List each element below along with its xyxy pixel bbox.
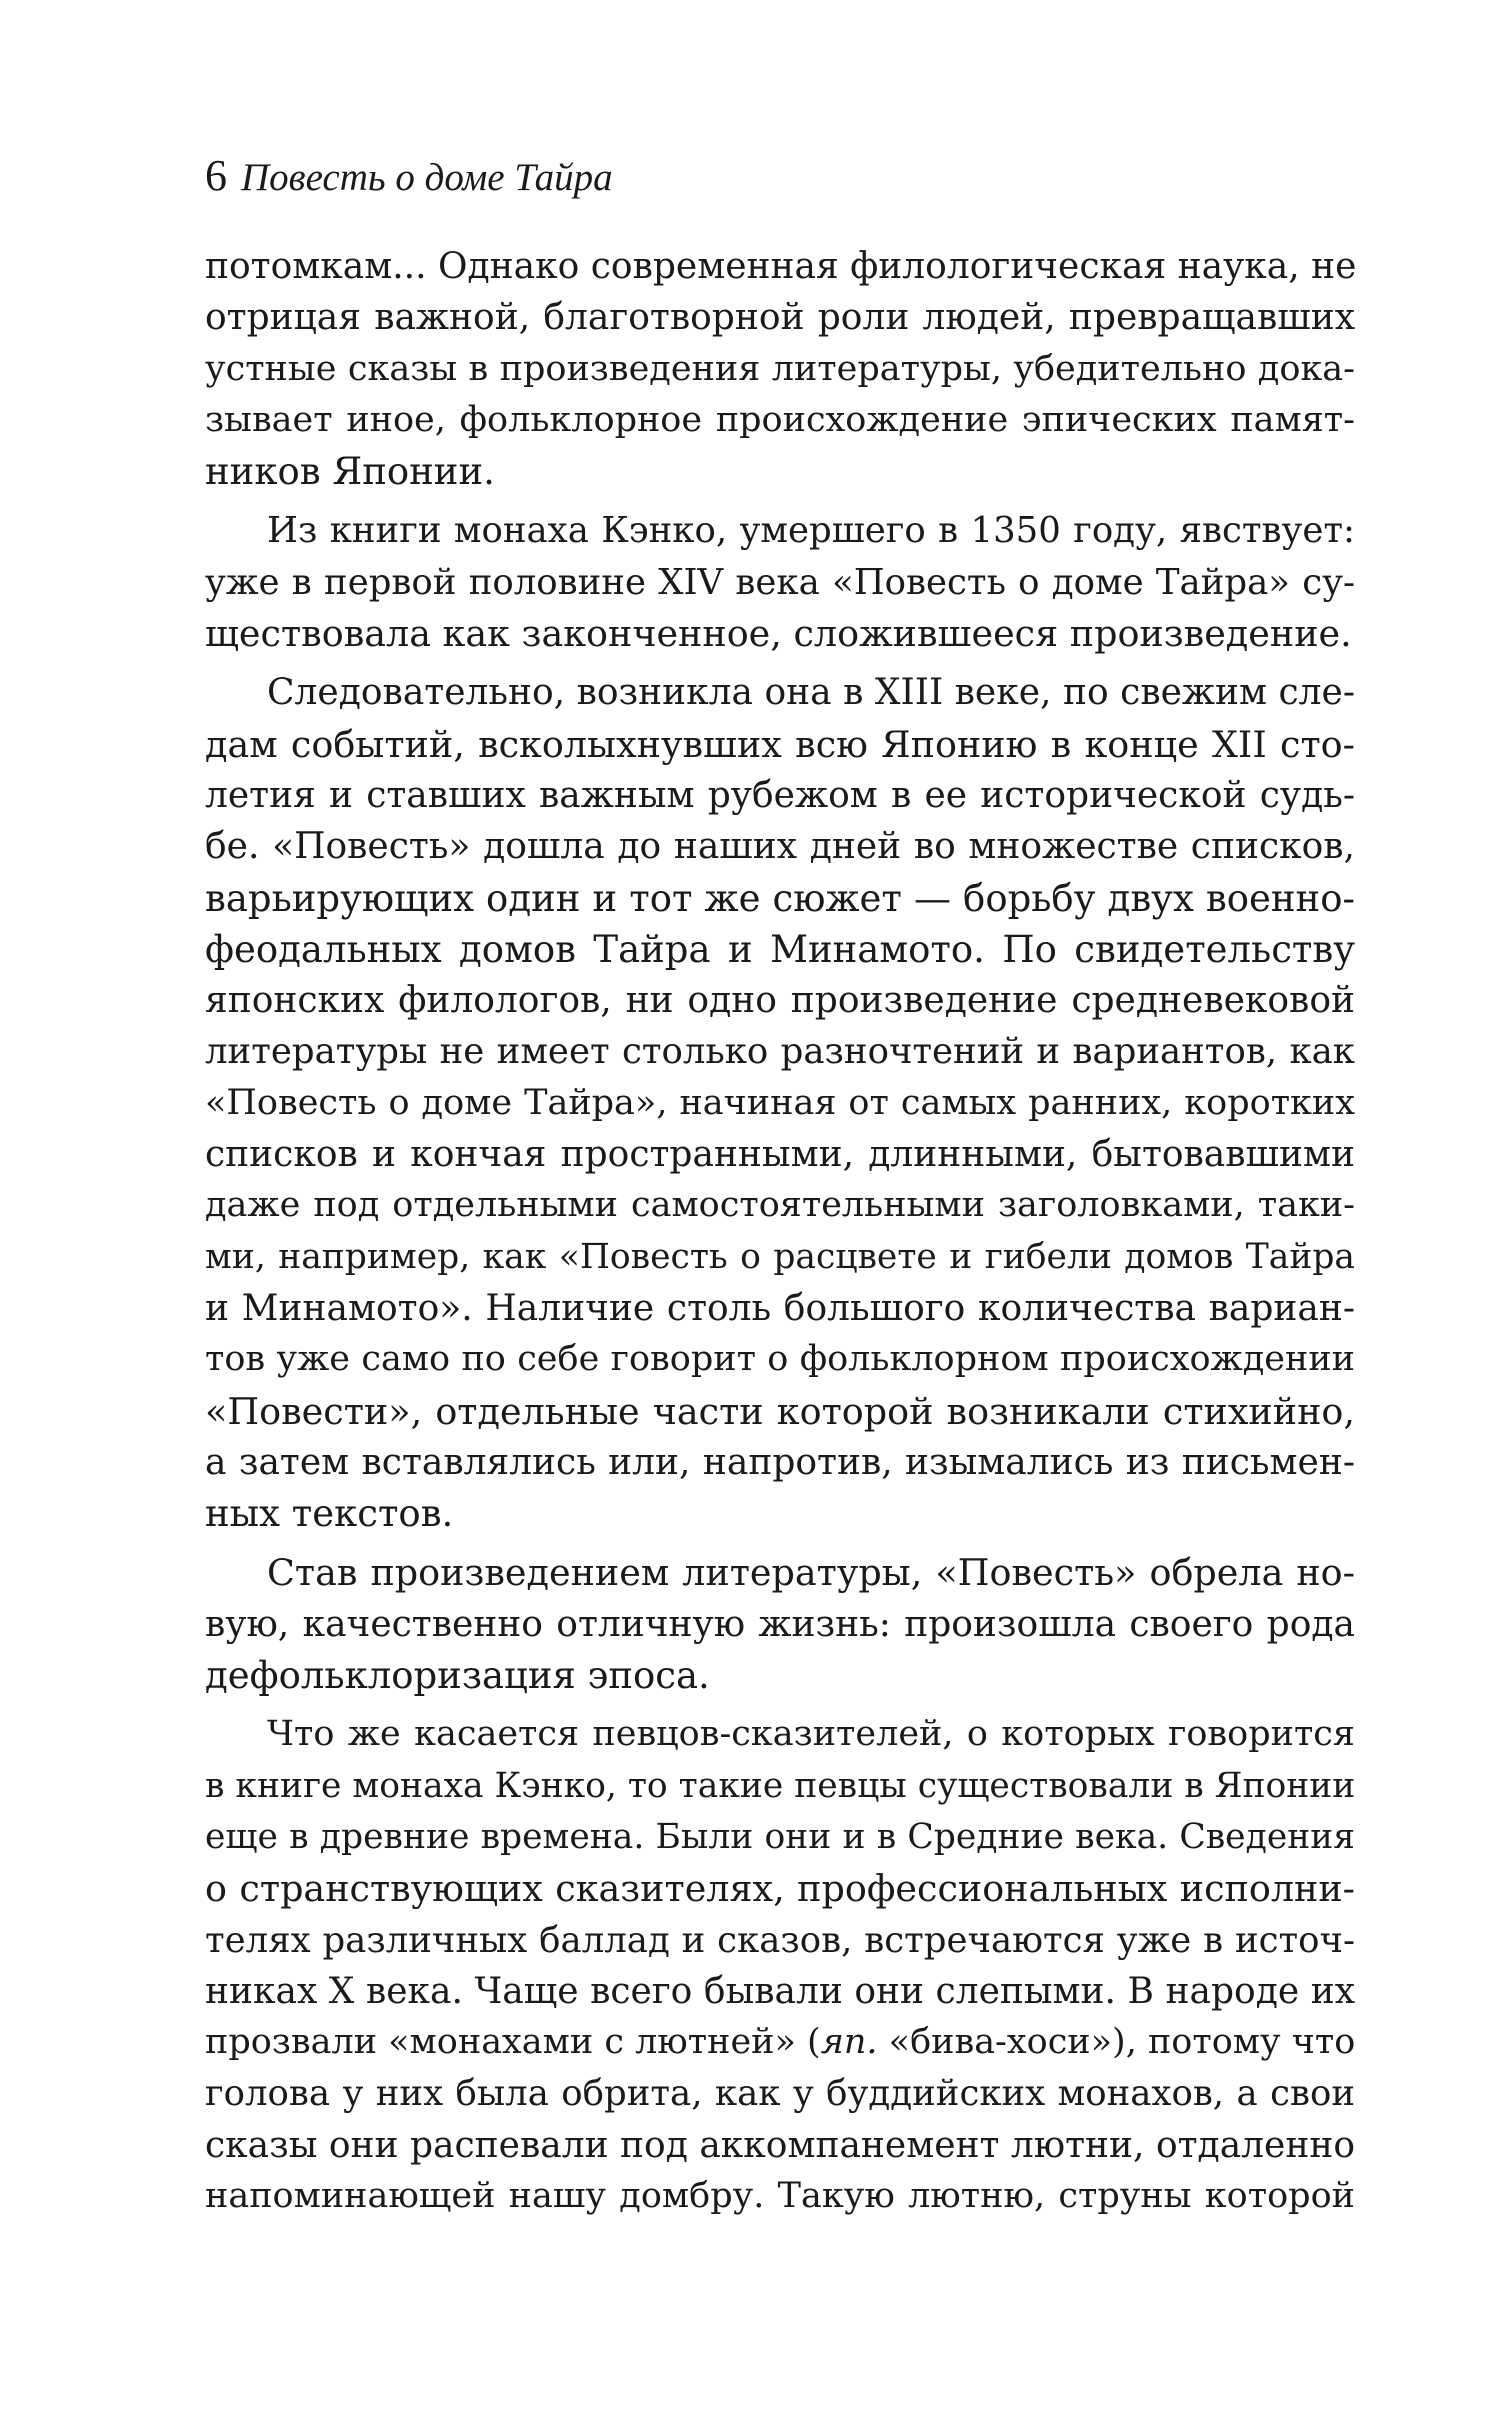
text-line: Следовательно, возникла она в XIII веке, по свежим сле- [267, 672, 1355, 714]
text-line: феодальных домов Тайра и Минамото. По свидетельству [205, 927, 1355, 971]
text-line: Что же касается певцов-сказителей, о которых говорится [267, 1714, 1355, 1755]
text-line: вую, качественно отличную жизнь: произошла своего рода [205, 1603, 1355, 1645]
text-line: устные сказы в произведения литературы, убедительно дока- [205, 348, 1355, 389]
text-fragment: «бива-хоси»), потому что [877, 2022, 1356, 2063]
page-number: 6 [205, 151, 227, 200]
paragraph [205, 241, 1355, 497]
italic-abbreviation: яп. [820, 2022, 878, 2063]
text-line: уже в первой половине XIV века «Повесть о доме Тайра» су- [205, 561, 1355, 603]
text-line [205, 2017, 1355, 2068]
text-line: потомкам... Однако современная филологическая наука, не [205, 246, 1357, 287]
text-line: тов уже само по себе говорит о фольклорном происхождении [205, 1339, 1355, 1380]
paragraph-gap [205, 1539, 1355, 1547]
text-line: сказы они распевали под аккомпанемент лютни, отдаленно [205, 2124, 1355, 2166]
running-title: Повесть о доме Тайра [241, 156, 613, 199]
paragraph [205, 1547, 1355, 1701]
paragraph-gap [205, 497, 1355, 505]
text-line: еще в древние времена. Были они и в Средние века. Сведения [205, 1816, 1355, 1857]
text-line: дам событий, всколыхнувших всю Японию в конце XII сто- [205, 722, 1355, 766]
text-line: Из книги монаха Кэнко, умершего в 1350 году, явствует: [267, 510, 1355, 552]
running-head [205, 150, 1355, 210]
text-line: напоминающей нашу домбру. Такую лютню, струны которой [205, 2175, 1355, 2216]
text-line: голова у них была обрита, как у буддийских монахов, а свои [205, 2073, 1355, 2115]
text-line: Став произведением литературы, «Повесть» обрела но- [267, 1551, 1355, 1595]
text-line: списков и кончая пространными, длинными, бытовавшими [205, 1134, 1355, 1176]
text-fragment: прозвали «монахами с лютней» ( [205, 2022, 821, 2063]
paragraph [205, 505, 1355, 659]
text-line: ников Японии. [205, 450, 495, 494]
text-line: дефольклоризация эпоса. [205, 1654, 710, 1698]
paragraph [205, 1709, 1355, 2222]
paragraph [205, 667, 1355, 1539]
text-line: зывает иное, фольклорное происхождение эпических памят- [205, 399, 1355, 440]
text-line: в книге монаха Кэнко, то такие певцы существовали в Японии [205, 1765, 1356, 1806]
text-line: «Повесть о доме Тайра», начиная от самых ранних, коротких [205, 1082, 1355, 1123]
text-line: литературы не имеет столько разночтений и вариантов, как [205, 1031, 1355, 1073]
text-line: отрицая важной, благотворной роли людей, превращавших [205, 297, 1355, 339]
text-line: о странствующих сказителях, профессиональных исполни- [205, 1867, 1355, 1911]
text-line: и Минамото». Наличие столь большого количества вариан- [205, 1287, 1355, 1329]
text-line: ных текстов. [205, 1492, 454, 1536]
paragraph-gap [205, 1701, 1355, 1709]
text-line: бе. «Повесть» дошла до наших дней во множестве списков, [205, 826, 1355, 868]
text-line: «Повести», отдельные части которой возникали стихийно, [205, 1389, 1355, 1433]
text-line: ми, например, как «Повесть о расцвете и гибели домов Тайра [205, 1236, 1355, 1277]
body-text [205, 241, 1355, 2222]
text-line: варьирующих один и тот же сюжет — борьбу двух военно- [205, 876, 1355, 920]
text-line: а затем вставлялись или, напротив, изымались из письмен- [205, 1441, 1355, 1483]
text-line: ществовала как законченное, сложившееся произведение. [205, 612, 1352, 656]
text-line: японских филологов, ни одно произведение средневековой [205, 980, 1355, 1022]
text-line: никах X века. Чаще всего бывали они слепыми. В народе их [205, 1970, 1355, 2012]
text-line: даже под отдельными самостоятельными заголовками, таки- [205, 1185, 1355, 1226]
text-line: летия и ставших важным рубежом в ее исторической судь- [205, 774, 1355, 816]
paragraph-gap [205, 659, 1355, 667]
text-line: телях различных баллад и сказов, встречаются уже в источ- [205, 1919, 1355, 1961]
